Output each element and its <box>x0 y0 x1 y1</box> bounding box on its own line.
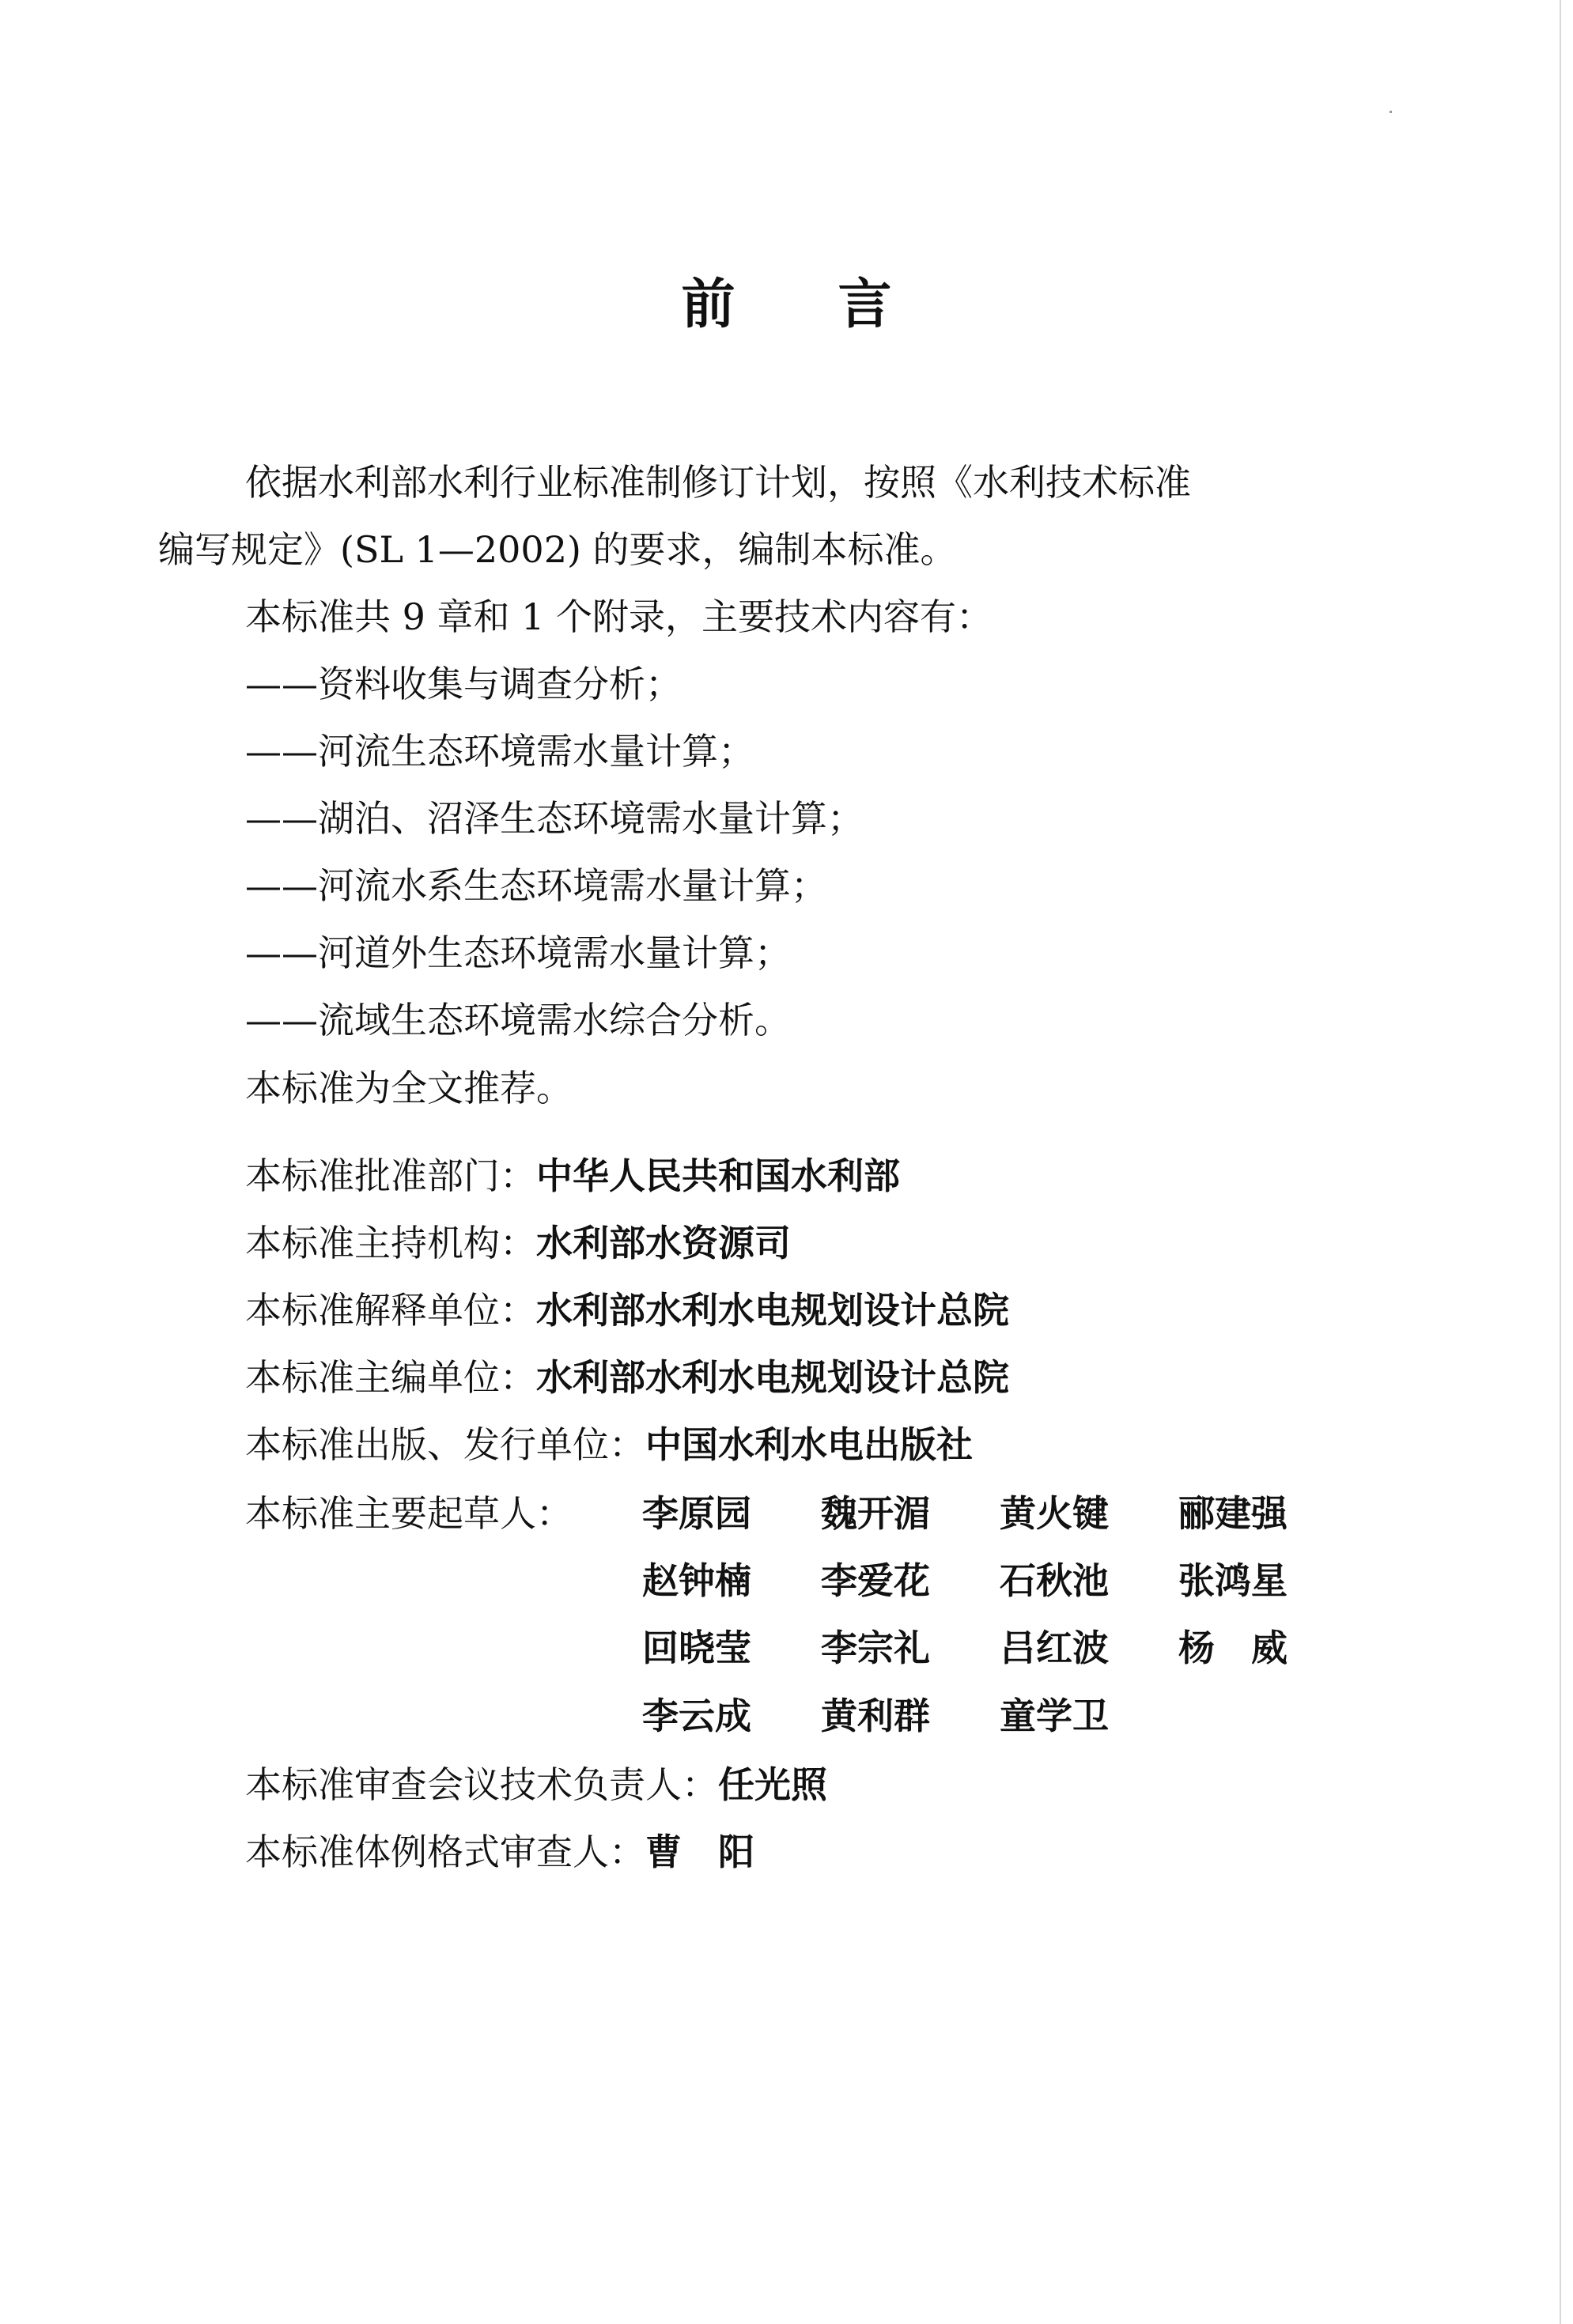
title-char-2: 言 <box>838 274 892 336</box>
info-approval-dept <box>245 1154 900 1198</box>
list-item: ——河道外生态环境需水量计算； <box>245 931 791 974</box>
format-review-label: 本标准体例格式审查人： <box>245 1831 645 1873</box>
page-title <box>0 274 1573 336</box>
list-item: ——湖泊、沼泽生态环境需水量计算； <box>245 797 864 840</box>
info-label: 本标准批准部门： <box>245 1154 536 1197</box>
drafter-name: 李原园 <box>642 1492 751 1535</box>
drafter-name: 李宗礼 <box>821 1627 930 1670</box>
info-label: 本标准出版、发行单位： <box>245 1423 645 1466</box>
intro-line-1: 依据水利部水利行业标准制修订计划，按照《水利技术标准 <box>245 461 1191 504</box>
drafter-name: 黄利群 <box>821 1694 930 1737</box>
drafters-label: 本标准主要起草人： <box>245 1492 573 1535</box>
drafter-name: 童学卫 <box>1000 1694 1109 1737</box>
info-value: 水利部水利水电规划设计总院 <box>536 1356 1009 1399</box>
info-publisher <box>245 1423 973 1467</box>
drafter-name: 李爱花 <box>821 1559 930 1603</box>
drafter-name: 郦建强 <box>1178 1492 1288 1535</box>
review-value: 任光照 <box>718 1763 827 1806</box>
info-interpreting-unit <box>245 1289 1009 1332</box>
info-value: 中国水利水电出版社 <box>645 1423 973 1466</box>
drafter-name: 石秋池 <box>1000 1559 1109 1603</box>
info-label: 本标准主持机构： <box>245 1222 536 1264</box>
info-label: 本标准解释单位： <box>245 1289 536 1332</box>
drafter-name: 杨 威 <box>1178 1627 1288 1670</box>
format-review-value: 曹 阳 <box>645 1831 754 1873</box>
list-item: ——河流水系生态环境需水量计算； <box>245 864 827 907</box>
drafter-name: 吕红波 <box>1000 1627 1109 1670</box>
summary-text: 本标准共 9 章和 1 个附录，主要技术内容有： <box>245 595 993 638</box>
info-chief-editor-unit <box>245 1356 1009 1400</box>
info-value: 水利部水资源司 <box>536 1222 791 1264</box>
title-char-1: 前 <box>681 274 735 336</box>
format-reviewer <box>245 1831 754 1874</box>
review-label: 本标准审查会议技术负责人： <box>245 1763 718 1806</box>
list-item: ——河流生态环境需水量计算； <box>245 730 754 773</box>
drafter-name: 张鸿星 <box>1178 1559 1288 1603</box>
scan-mark <box>1390 111 1392 113</box>
drafter-name: 黄火键 <box>1000 1492 1109 1535</box>
intro-line-2: 编写规定》(SL 1—2002) 的要求，编制本标准。 <box>158 528 957 571</box>
drafters-grid <box>642 1492 1357 1738</box>
drafter-name: 回晓莹 <box>642 1627 751 1670</box>
recommendation-text: 本标准为全文推荐。 <box>245 1067 573 1109</box>
drafter-name: 李云成 <box>642 1694 751 1737</box>
drafter-name: 赵钟楠 <box>642 1559 751 1603</box>
list-item: ——流域生态环境需水综合分析。 <box>245 999 791 1041</box>
info-host-org <box>245 1222 791 1265</box>
info-value: 中华人民共和国水利部 <box>536 1154 900 1197</box>
list-item: ——资料收集与调查分析； <box>245 663 682 705</box>
info-value: 水利部水利水电规划设计总院 <box>536 1289 1009 1332</box>
drafter-name: 魏开湄 <box>821 1492 930 1535</box>
review-lead <box>245 1763 827 1807</box>
page-edge <box>1560 0 1561 2324</box>
info-label: 本标准主编单位： <box>245 1356 536 1399</box>
